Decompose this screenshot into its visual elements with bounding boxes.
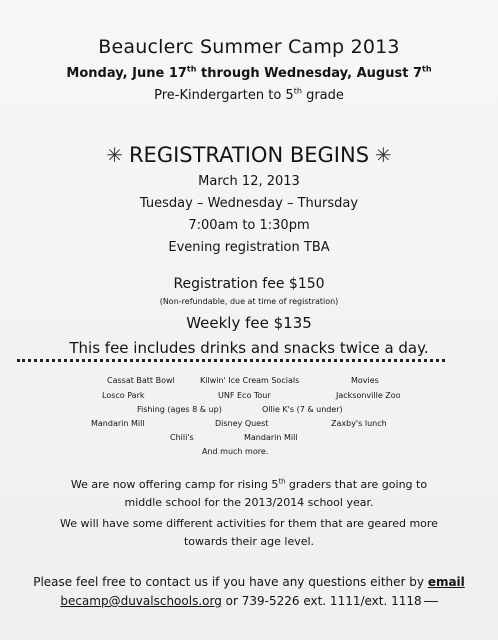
activity-item: Fishing (ages 8 & up) bbox=[137, 405, 222, 414]
rising-line-start: We are now offering camp for rising 5 bbox=[70, 478, 279, 491]
grade-range-suffix: th bbox=[293, 86, 302, 96]
activity-item: Ollie K's (7 & under) bbox=[262, 405, 343, 414]
asterisk-star-icon: ✳ bbox=[106, 143, 123, 167]
activity-item: And much more. bbox=[202, 447, 269, 456]
activity-item: Zaxby's lunch bbox=[331, 419, 387, 428]
camp-dates-end-suffix: th bbox=[422, 64, 432, 74]
registration-fee-note: (Non-refundable, due at time of registration) bbox=[159, 297, 339, 306]
registration-time: 7:00am to 1:30pm bbox=[188, 218, 310, 233]
weekly-fee: Weekly fee $135 bbox=[186, 314, 312, 332]
rising-grade-suffix: th bbox=[278, 477, 286, 486]
pen-stroke-mark bbox=[424, 601, 438, 602]
registration-heading-text: REGISTRATION BEGINS bbox=[128, 143, 370, 167]
contact-details bbox=[0, 594, 498, 608]
fee-includes: This fee includes drinks and snacks twice a day. bbox=[69, 339, 429, 357]
camp-dates-start: Monday, June 17 bbox=[66, 66, 187, 81]
registration-heading bbox=[0, 142, 498, 167]
contact-line bbox=[0, 575, 498, 589]
activity-item: Disney Quest bbox=[215, 419, 269, 428]
activity-item: Kilwin' Ice Cream Socials bbox=[200, 376, 300, 385]
activity-item: Mandarin Mill bbox=[244, 433, 298, 442]
camp-title: Beauclerc Summer Camp 2013 bbox=[98, 36, 400, 58]
phone-text: or 739-5226 ext. 1111/ext. 1118 bbox=[221, 594, 422, 608]
contact-text: Please feel free to contact us if you have any questions either by bbox=[33, 575, 428, 589]
rising-paragraph-line: middle school for the 2013/2014 school year. bbox=[124, 496, 374, 509]
registration-date: March 12, 2013 bbox=[198, 174, 300, 189]
grade-range-end: grade bbox=[301, 88, 344, 103]
rising-line-end: graders that are going to bbox=[285, 478, 428, 491]
activities-paragraph-line: towards their age level. bbox=[183, 535, 315, 548]
email-label: email bbox=[427, 575, 465, 589]
activity-item: Chili's bbox=[170, 433, 194, 442]
camp-dates-end: through Wednesday, August 7 bbox=[196, 66, 422, 81]
activity-item: Losco Park bbox=[102, 391, 145, 400]
activity-item: UNF Eco Tour bbox=[218, 391, 271, 400]
rising-paragraph-line bbox=[0, 478, 498, 491]
grade-range bbox=[0, 88, 498, 103]
registration-days: Tuesday – Wednesday – Thursday bbox=[139, 196, 359, 211]
activities-paragraph-line: We will have some different activities for them that are geared more bbox=[60, 517, 438, 530]
evening-registration: Evening registration TBA bbox=[168, 240, 330, 255]
dotted-divider bbox=[17, 359, 445, 362]
activity-item: Jacksonville Zoo bbox=[336, 391, 401, 400]
grade-range-start: Pre-Kindergarten to 5 bbox=[154, 88, 294, 103]
camp-dates bbox=[0, 66, 498, 81]
activity-item: Mandarin Mill bbox=[91, 419, 145, 428]
registration-fee: Registration fee $150 bbox=[173, 276, 325, 292]
camp-dates-start-suffix: th bbox=[186, 64, 197, 74]
activity-item: Cassat Batt Bowl bbox=[107, 376, 175, 385]
asterisk-star-icon: ✳ bbox=[375, 143, 392, 167]
email-link[interactable]: becamp@duvalschools.org bbox=[60, 594, 222, 608]
activity-item: Movies bbox=[351, 376, 379, 385]
